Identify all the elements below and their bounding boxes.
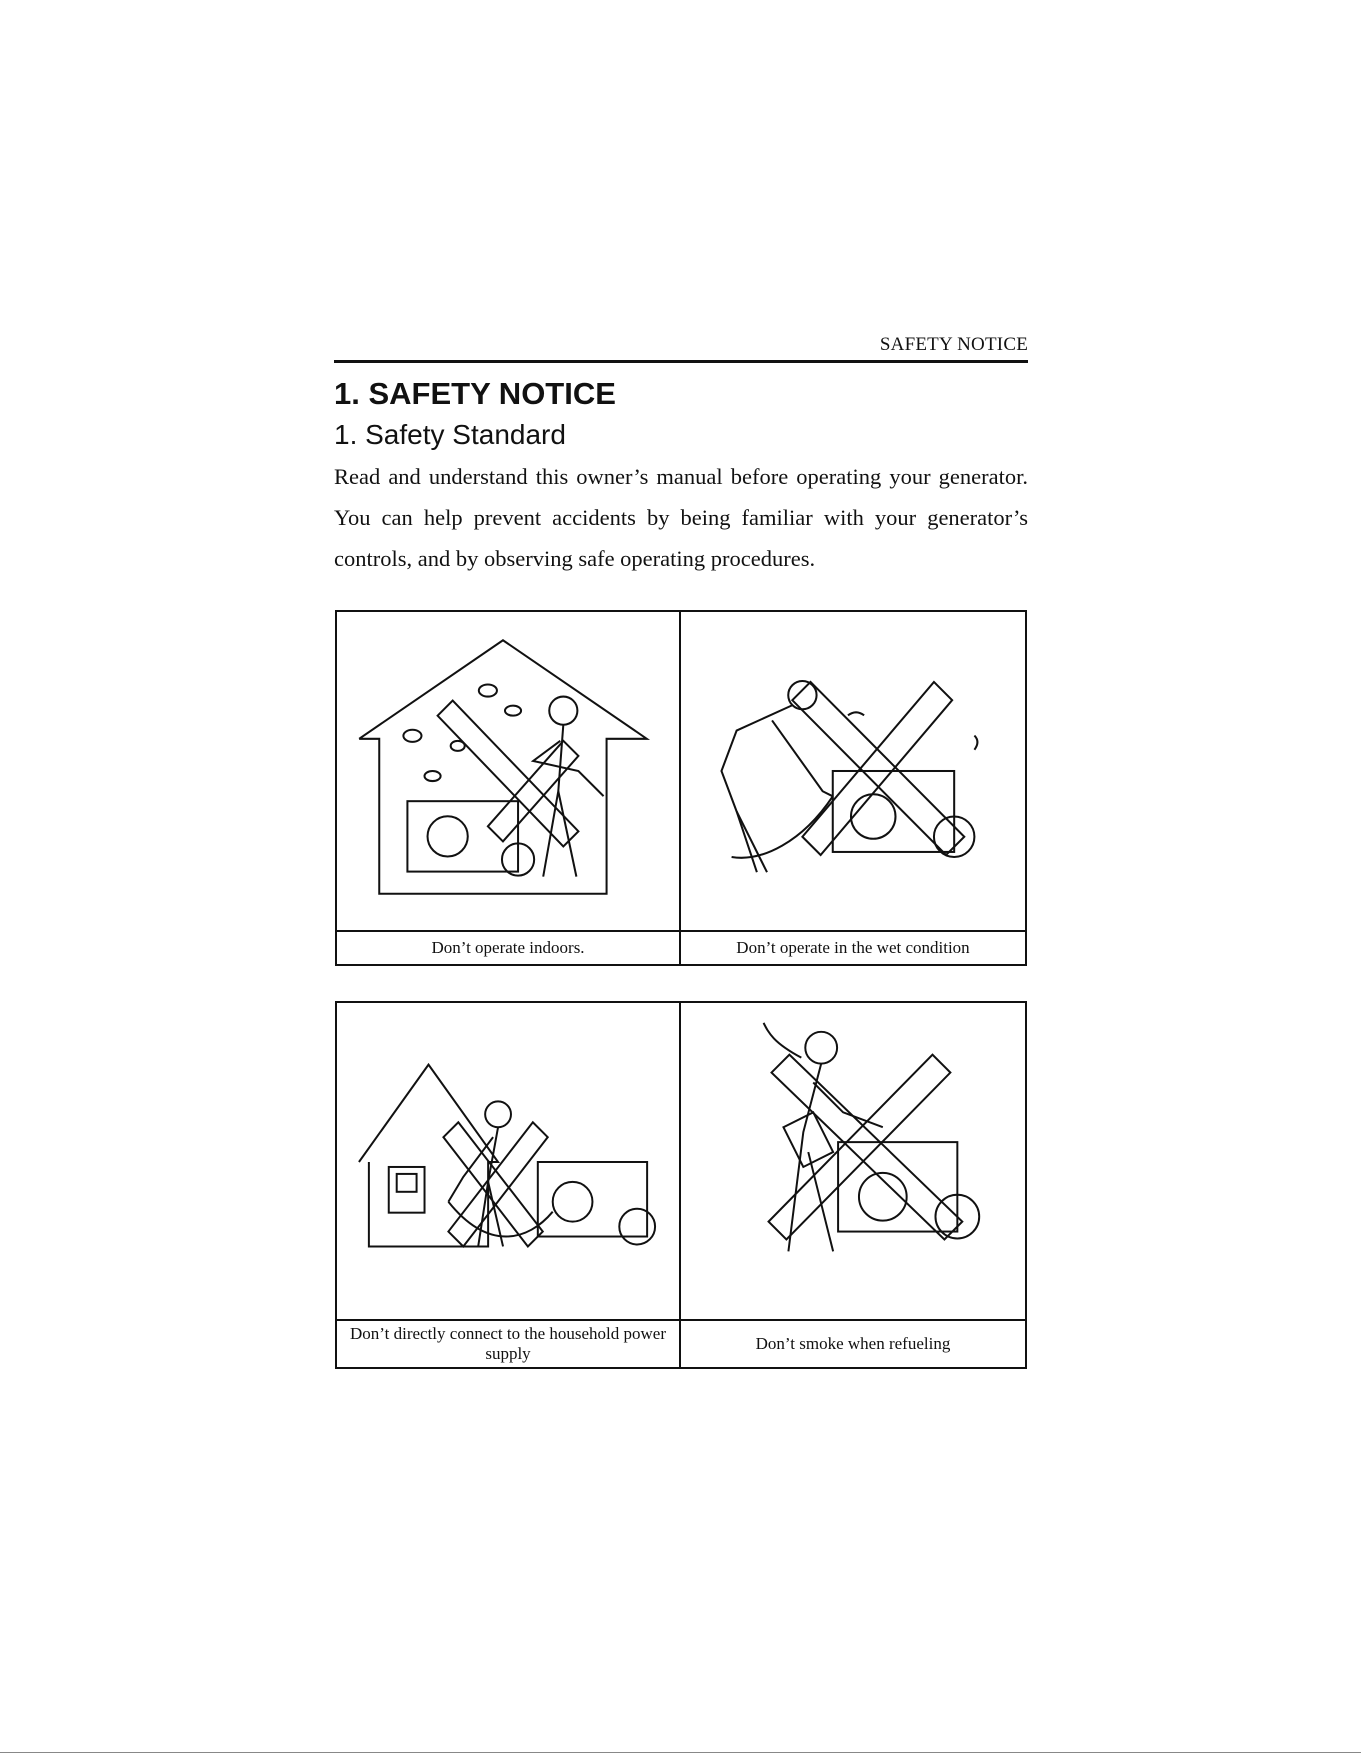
subsection-title: 1. Safety Standard xyxy=(334,419,566,450)
no-indoor-operation-illustration xyxy=(337,612,681,930)
running-header: SAFETY NOTICE xyxy=(879,334,1028,355)
page-bottom-rule xyxy=(0,1752,1361,1753)
intro-paragraph: Read and understand this owner’s manual before operating your generator. You can help prevent accidents by being familiar with your generator’s controls, and by observing safe operating procedures. xyxy=(334,464,1028,571)
warning-panel-2 xyxy=(335,1001,1027,1369)
no-household-connection-illustration xyxy=(337,1003,681,1319)
caption-no-indoor-operation: Don’t operate indoors. xyxy=(337,930,681,964)
warning-panel-1 xyxy=(335,610,1027,966)
section-title: 1. SAFETY NOTICE xyxy=(334,376,616,411)
caption-no-household-connection: Don’t directly connect to the household power supply xyxy=(337,1319,681,1367)
no-smoking-refuel-illustration xyxy=(681,1003,1025,1319)
header-rule xyxy=(334,360,1028,363)
caption-no-smoking-refuel: Don’t smoke when refueling xyxy=(681,1319,1025,1367)
no-wet-operation-illustration xyxy=(681,612,1025,930)
caption-no-wet-operation: Don’t operate in the wet condition xyxy=(681,930,1025,964)
